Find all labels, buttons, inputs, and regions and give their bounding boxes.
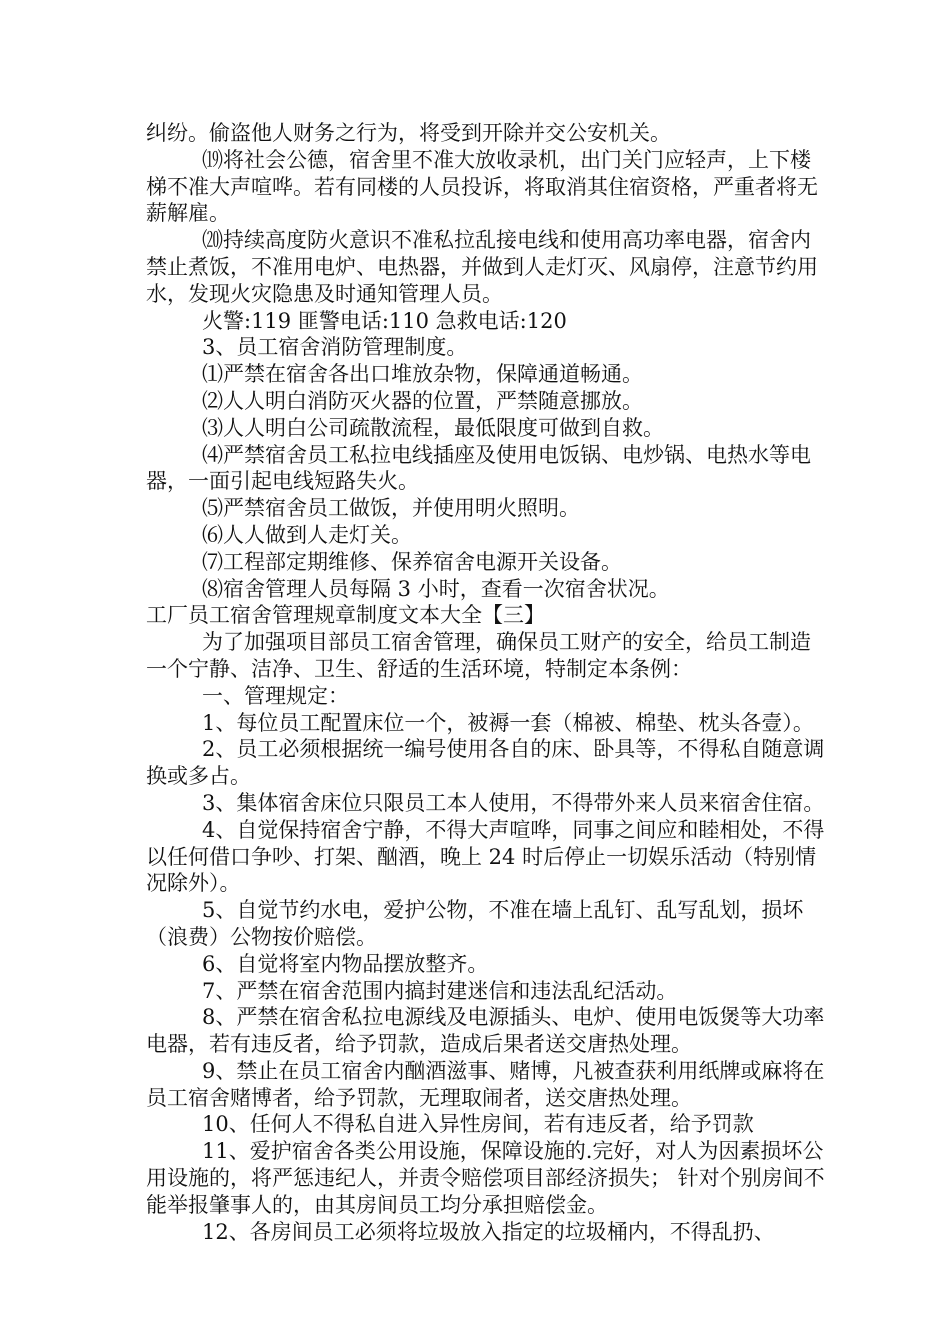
paragraph: 9、禁止在员工宿舍内酗酒滋事、赌博，凡被查获利用纸牌或麻将在员工宿舍赌博者，给予罚款，无理取闹者，送交唐热处理。 — [146, 1058, 825, 1110]
document-body — [146, 120, 826, 1245]
paragraph: 5、自觉节约水电，爱护公物，不准在墙上乱钉、乱写乱划，损坏（浪费）公物按价赔偿。 — [146, 898, 804, 949]
paragraph: 3、集体宿舍床位只限员工本人使用，不得带外来人员来宿舍住宿。 — [202, 790, 825, 815]
paragraph: 4、自觉保持宿舍宁静，不得大声喧哗，同事之间应和睦相处，不得以任何借口争吵、打架、酗酒，晚上 24 时后停止一切娱乐活动（特别情况除外）。 — [146, 817, 825, 896]
paragraph: ⒆将社会公德，宿舍里不准大放收录机，出门关门应轻声，上下楼梯不准大声喧哗。若有同楼的人员投诉，将取消其住宿资格，严重者将无薪解雇。 — [146, 147, 818, 226]
paragraph: 12、各房间员工必须将垃圾放入指定的垃圾桶内，不得乱扔、 — [202, 1219, 775, 1244]
paragraph: 11、爱护宿舍各类公用设施，保障设施的.完好，对人为因素损坏公用设施的，将严惩违纪人，并责令赔偿项目部经济损失； 针对个别房间不能举报肇事人的，由其房间员工均分承担赔偿金。 — [146, 1139, 825, 1217]
paragraph: ⑶人人明白公司疏散流程，最低限度可做到自救。 — [202, 415, 664, 440]
section-title: 一、管理规定： — [202, 683, 349, 708]
section-title: 3、员工宿舍消防管理制度。 — [202, 335, 468, 360]
paragraph: 纠纷。偷盗他人财务之行为，将受到开除并交公安机关。 — [146, 121, 671, 145]
paragraph: 7、严禁在宿舍范围内搞封建迷信和违法乱纪活动。 — [202, 978, 678, 1003]
paragraph: 1、每位员工配置床位一个，被褥一套（棉被、棉垫、枕头各壹）。 — [202, 710, 814, 735]
paragraph: 8、严禁在宿舍私拉电源线及电源插头、电炉、使用电饭煲等大功率电器，若有违反者，给予罚款，造成后果者送交唐热处理。 — [146, 1005, 825, 1057]
paragraph: ⑹人人做到人走灯关。 — [202, 522, 412, 547]
paragraph: ⑺工程部定期维修、保养宿舍电源开关设备。 — [202, 549, 622, 574]
paragraph: ⒇持续高度防火意识不准私拉乱接电线和使用高功率电器，宿舍内禁止煮饭，不准用电炉、电热器，并做到人走灯灭、风扇停，注意节约用水，发现火灾隐患及时通知管理人员。 — [146, 228, 818, 306]
paragraph: ⑴严禁在宿舍各出口堆放杂物，保障通道畅通。 — [202, 362, 643, 387]
paragraph: ⑵人人明白消防灭火器的位置，严禁随意挪放。 — [202, 388, 643, 413]
paragraph: 6、自觉将室内物品摆放整齐。 — [202, 951, 489, 976]
paragraph: ⑻宿舍管理人员每隔 3 小时，查看一次宿舍状况。 — [202, 576, 670, 601]
paragraph: ⑸严禁宿舍员工做饭，并使用明火照明。 — [202, 496, 580, 521]
paragraph: ⑷严禁宿舍员工私拉电线插座及使用电饭锅、电炒锅、电热水等电器，一面引起电线短路失火。 — [146, 442, 811, 494]
paragraph: 10、任何人不得私自进入异性房间，若有违反者，给予罚款 — [202, 1112, 754, 1137]
paragraph: 为了加强项目部员工宿舍管理，确保员工财产的安全，给员工制造一个宁静、洁净、卫生、舒适的生活环境，特制定本条例： — [146, 630, 811, 681]
paragraph-emergency-numbers: 火警:119 匪警电话:110 急救电话:120 — [202, 308, 567, 333]
document-heading: 工厂员工宿舍管理规章制度文本大全【三】 — [146, 603, 545, 628]
paragraph: 2、员工必须根据统一编号使用各自的床、卧具等，不得私自随意调换或多占。 — [146, 737, 825, 789]
